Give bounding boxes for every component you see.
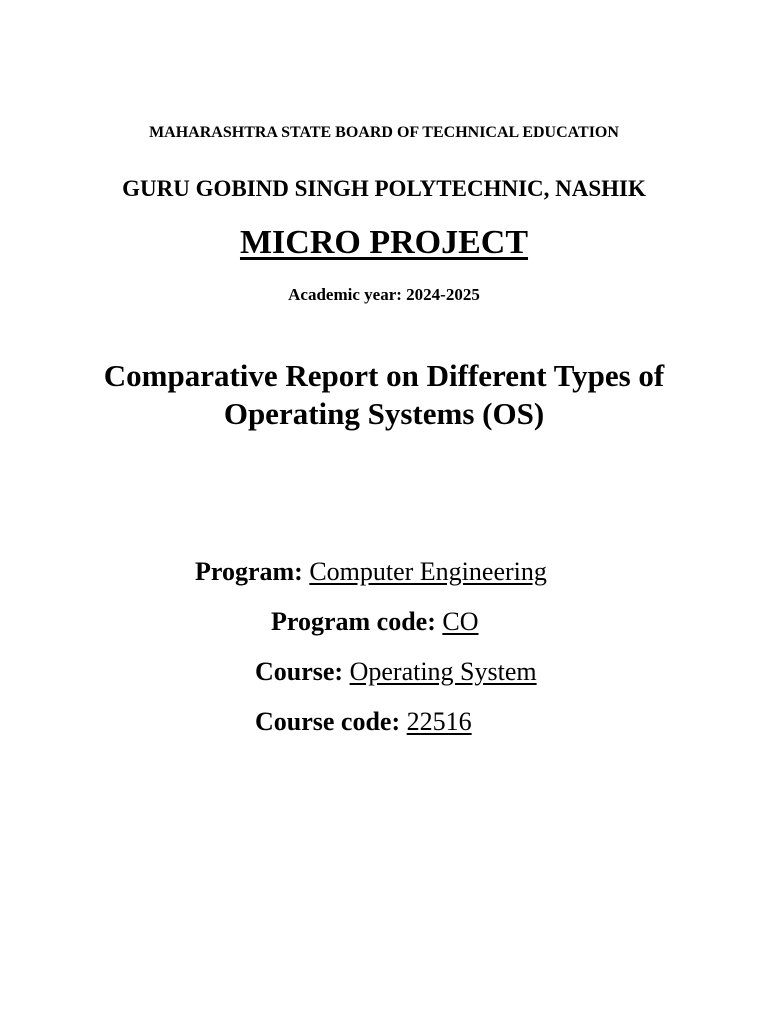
- academic-year: Academic year: 2024-2025: [288, 285, 480, 304]
- course-value: Operating System: [349, 657, 537, 686]
- course-label: Course:: [255, 657, 344, 686]
- college-name: GURU GOBIND SINGH POLYTECHNIC, NASHIK: [122, 176, 646, 201]
- board-name: MAHARASHTRA STATE BOARD OF TECHNICAL EDUCATION: [149, 124, 619, 141]
- program-row: [195, 557, 547, 587]
- course-code-value: 22516: [406, 707, 472, 736]
- program-label: Program:: [195, 557, 303, 586]
- program-value: Computer Engineering: [309, 557, 547, 586]
- course-row: [255, 657, 537, 687]
- program-code-row: [271, 607, 478, 637]
- course-code-row: [255, 707, 472, 737]
- report-title: Comparative Report on Different Types of Operating Systems (OS): [103, 358, 665, 431]
- course-code-label: Course code:: [255, 707, 401, 736]
- program-code-value: CO: [442, 607, 479, 636]
- program-code-label: Program code:: [271, 607, 436, 636]
- document-type-heading: MICRO PROJECT: [239, 224, 529, 261]
